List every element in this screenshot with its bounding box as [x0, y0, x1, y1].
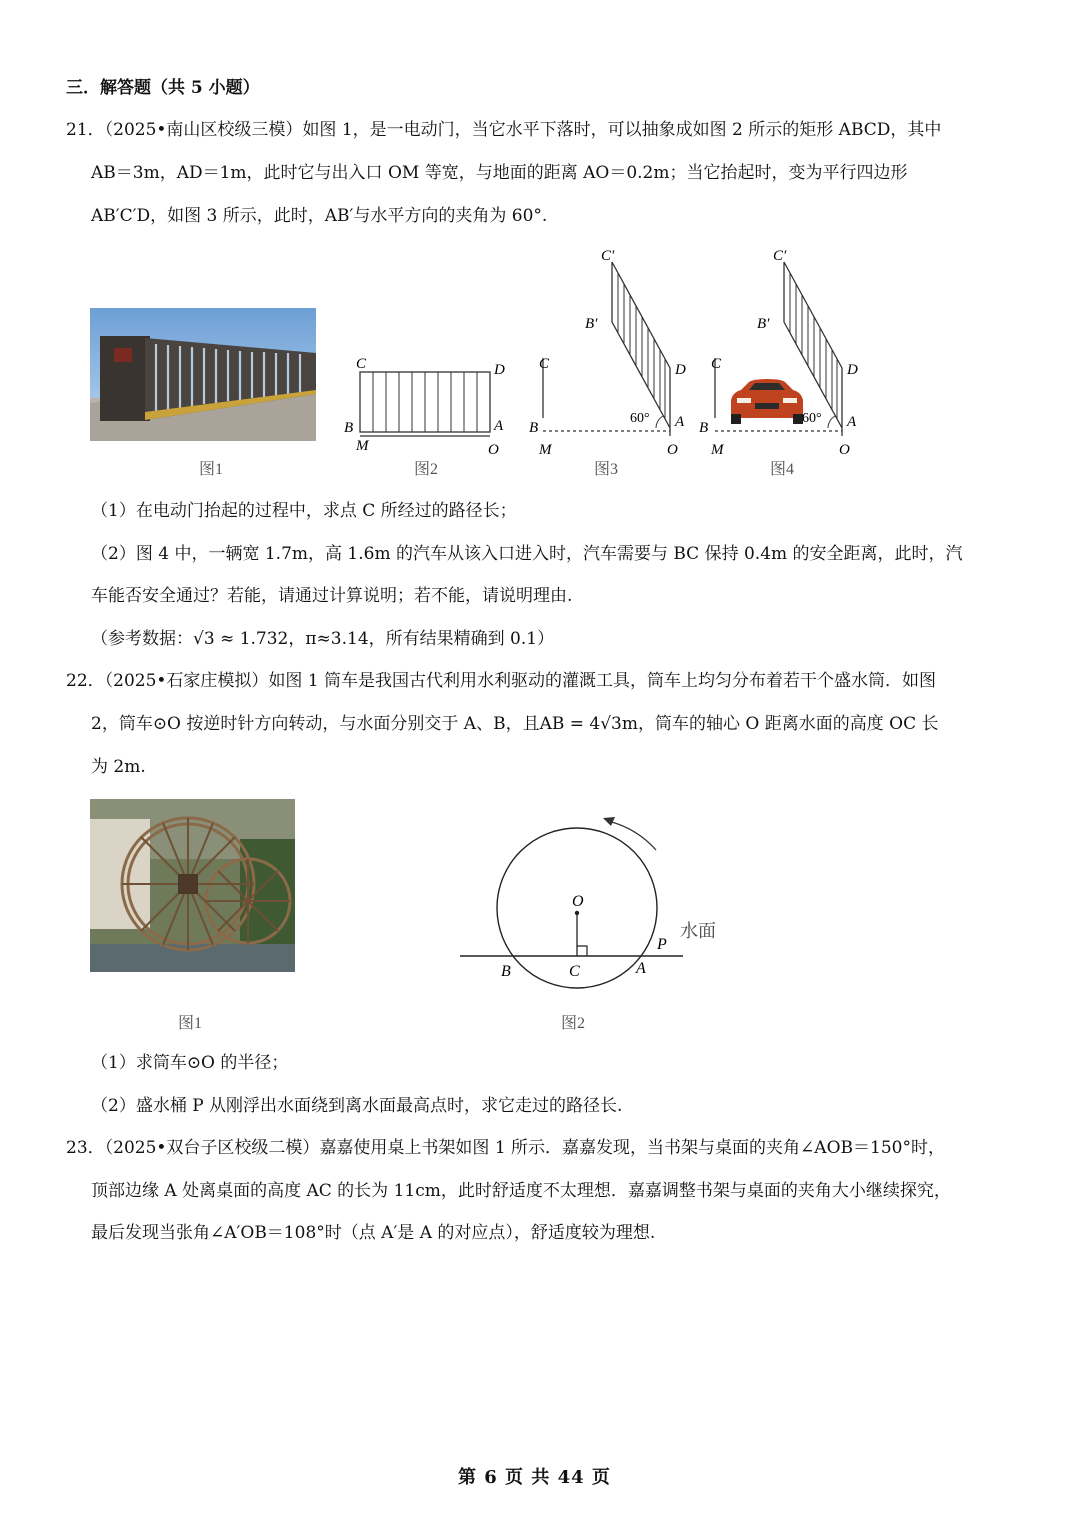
gate-photo-svg: [90, 308, 316, 441]
fig3-label-c: C: [539, 356, 550, 372]
q21-caption-fig2: 图2: [414, 461, 439, 478]
car-icon: [731, 379, 803, 424]
fig4-label-a: A: [847, 414, 857, 430]
fig3-parallelogram: [525, 240, 695, 460]
q21-source: （2025•南山区校级三模）: [104, 120, 303, 140]
fig4-label-b1: B′: [757, 316, 770, 332]
fig2-circle-diagram: [455, 810, 730, 1000]
fig22-label-o: O: [572, 893, 584, 910]
q22-sub-2: （2）盛水桶 P 从刚浮出水面绕到离水面最高点时，求它走过的路径长.: [91, 1096, 623, 1116]
q23-line-3: 最后发现当张角∠A′OB＝108°时（点 A′是 A 的对应点），舒适度较为理想.: [91, 1223, 656, 1243]
fig3-label-o: O: [667, 442, 678, 458]
q21-text-1: 如图 1，是一电动门，当它水平下落时，可以抽象成如图 2 所示的矩形 ABCD，其中: [302, 120, 942, 140]
q22-source: （2025•石家庄模拟）: [104, 671, 269, 691]
q23-text-1: 嘉嘉使用桌上书架如图 1 所示．嘉嘉发现，当书架与桌面的夹角∠AOB＝150°时，: [319, 1138, 945, 1158]
rotation-arrow: [608, 821, 656, 850]
q22-line-1: [66, 670, 936, 692]
fig3-angle-label: 60°: [630, 411, 650, 426]
q22-line-3: 为 2m.: [91, 757, 146, 777]
fig3-label-a: A: [675, 414, 685, 430]
fig4-label-m: M: [711, 442, 724, 458]
q21-reference: （参考数据：√3 ≈ 1.732，π≈3.14，所有结果精确到 0.1）: [91, 629, 555, 649]
fig3-label-d: D: [675, 362, 686, 378]
fig4-angle-label: 60°: [802, 411, 822, 426]
waterwheel-photo: [90, 799, 295, 972]
fig2-label-d: D: [494, 362, 505, 378]
q21-sub-2b: 车能否安全通过？若能，请通过计算说明；若不能，请说明理由.: [91, 586, 573, 606]
page-footer: 第 6 页 共 44 页: [458, 1467, 611, 1488]
q22-line-2: 2，筒车⊙O 按逆时针方向转动，与水面分别交于 A、B，且AB = 4√3m，筒车的轴心 O 距离水面的高度 OC 长: [91, 714, 939, 734]
q21-sub-2a: （2）图 4 中，一辆宽 1.7m，高 1.6m 的汽车从该入口进入时，汽车需要与 BC 保持 0.4m 的安全距离，此时，汽: [91, 544, 963, 564]
q22-sub-1: （1）求筒车⊙O 的半径；: [91, 1053, 289, 1073]
q22-number: 22．: [66, 671, 105, 691]
q21-caption-fig4: 图4: [770, 461, 795, 478]
fig2-label-c: C: [356, 356, 367, 372]
q23-number: 23．: [66, 1138, 105, 1158]
q23-line-2: 顶部边缘 A 处离桌面的高度 AC 的长为 11cm，此时舒适度不太理想．嘉嘉调整书架与桌面的夹角大小继续探究，: [91, 1181, 951, 1201]
q21-line-1: [66, 119, 941, 141]
q23-line-1: [66, 1137, 945, 1159]
q21-line-3: AB′C′D，如图 3 所示，此时，AB′与水平方向的夹角为 60°.: [91, 206, 548, 226]
q22-text-1: 如图 1 筒车是我国古代利用水利驱动的灌溉工具，筒车上均匀分布着若干个盛水筒．如图: [268, 671, 937, 691]
fig2-label-a: A: [494, 418, 504, 434]
q21-line-2: AB＝3m，AD＝1m，此时它与出入口 OM 等宽，与地面的距离 AO＝0.2m；当它抬起时，变为平行四边形: [91, 163, 908, 183]
fig4-label-c1: C′: [773, 248, 787, 264]
fig22-label-p: P: [657, 936, 667, 953]
gate-photo: [90, 308, 316, 441]
fig2-rectangle: [340, 350, 515, 460]
q23-source: （2025•双台子区校级二模）: [104, 1138, 320, 1158]
rotation-arrow-head: [603, 817, 615, 826]
fig3-label-b: B: [529, 420, 539, 436]
q22-caption-fig1: 图1: [178, 1015, 203, 1032]
fig4-label-c: C: [711, 356, 722, 372]
fig4-gate-with-car: [697, 240, 867, 460]
fig2-label-b: B: [344, 420, 354, 436]
fig2-label-o: O: [488, 442, 499, 458]
fig3-label-b1: B′: [585, 316, 598, 332]
fig22-label-c: C: [569, 963, 580, 980]
fig3-label-c1: C′: [601, 248, 615, 264]
section-title: 三．解答题（共 5 小题）: [66, 78, 260, 98]
fig22-label-a: A: [636, 960, 646, 977]
fig4-label-b: B: [699, 420, 709, 436]
fig4-label-d: D: [847, 362, 858, 378]
fig2-label-m: M: [356, 438, 369, 454]
q21-sub-1: （1）在电动门抬起的过程中，求点 C 所经过的路径长；: [91, 501, 517, 521]
q21-caption-fig3: 图3: [594, 461, 619, 478]
waterwheel-photo-svg: [90, 799, 295, 972]
q21-caption-fig1: 图1: [199, 461, 224, 478]
fig4-label-o: O: [839, 442, 850, 458]
water-surface-label: 水面: [680, 921, 716, 942]
q21-number: 21．: [66, 120, 105, 140]
q22-caption-fig2: 图2: [561, 1015, 586, 1032]
fig22-label-b: B: [501, 963, 511, 980]
fig3-label-m: M: [539, 442, 552, 458]
